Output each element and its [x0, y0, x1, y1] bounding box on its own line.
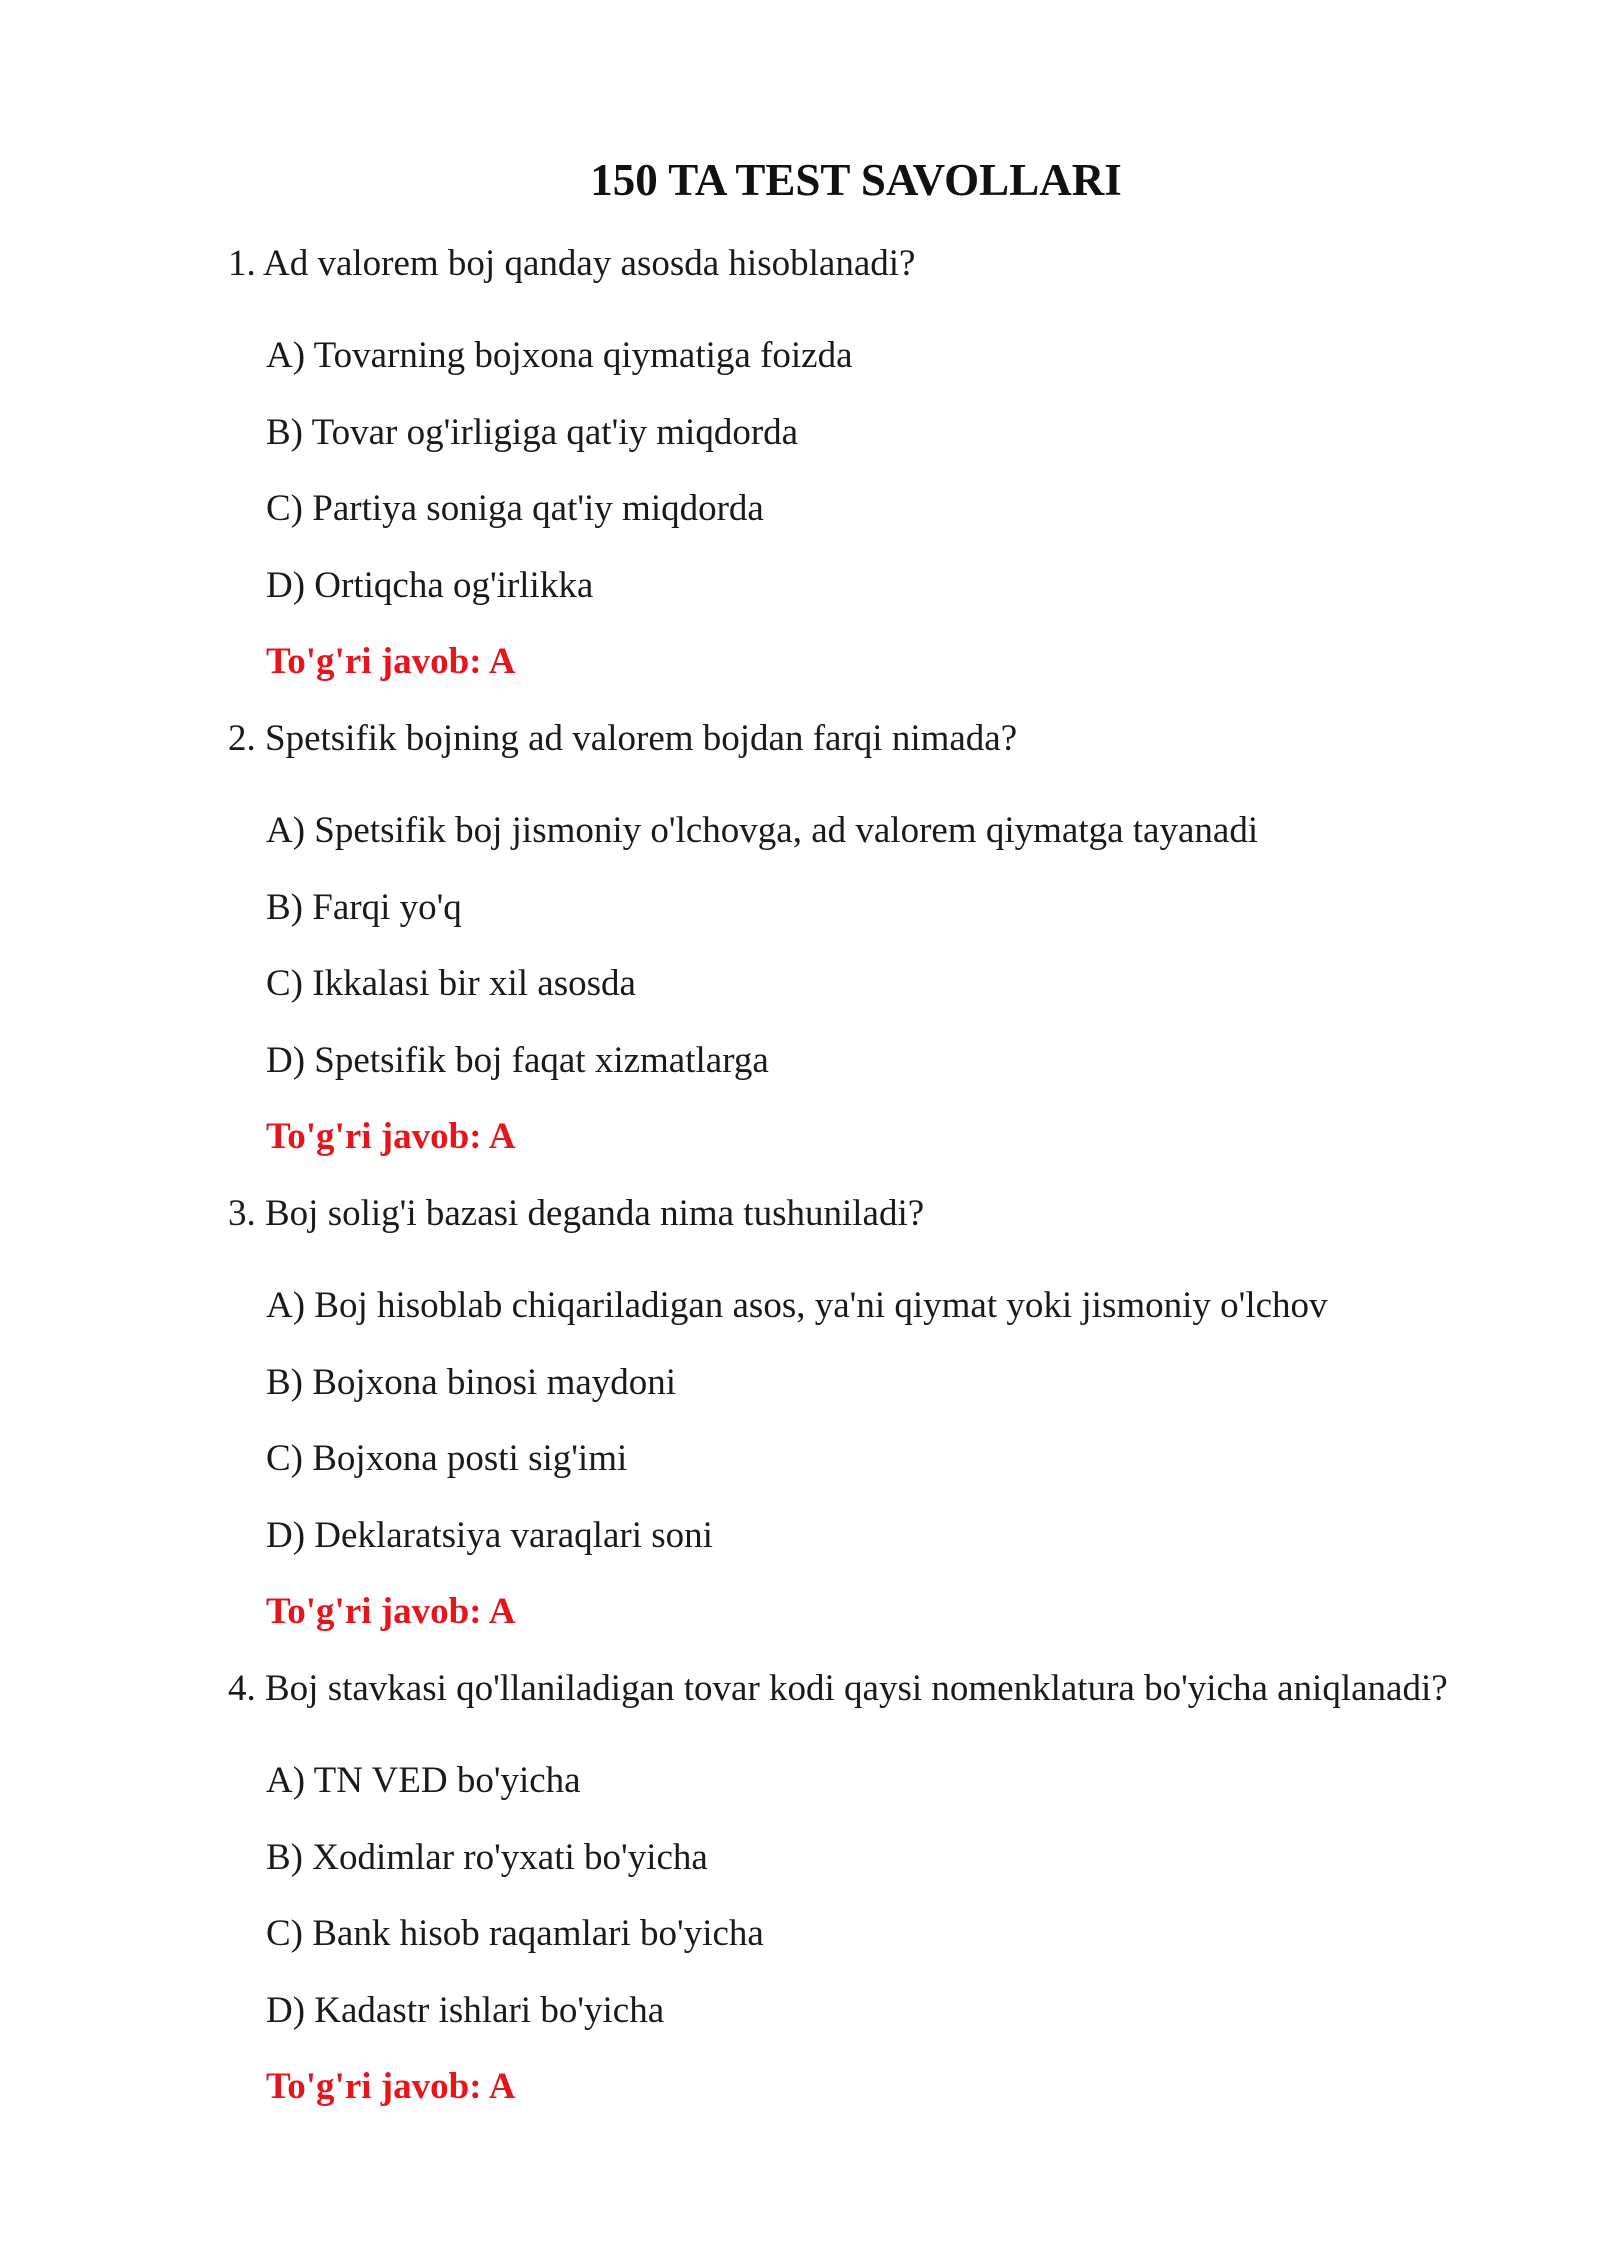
option-d: D) Ortiqcha og'irlikka	[266, 564, 594, 606]
question-3	[228, 1189, 1528, 1632]
question-text	[228, 239, 1528, 289]
options-list	[266, 331, 1566, 637]
correct-answer: To'g'ri javob: A	[266, 1591, 516, 1632]
options-list	[266, 1756, 1566, 2062]
question-text	[228, 714, 1528, 764]
question-body: Boj stavkasi qo'llaniladigan tovar kodi qaysi nomenklatura bo'yicha aniqlanadi?	[265, 1668, 1448, 1709]
option-b: B) Bojxona binosi maydoni	[266, 1361, 677, 1403]
option-c: C) Ikkalasi bir xil asosda	[266, 963, 636, 1004]
question-number: 4.	[228, 1668, 256, 1709]
option-b: B) Farqi yo'q	[266, 886, 462, 928]
option-a: A) Boj hisoblab chiqariladigan asos, ya'ni qiymat yoki jismoniy o'lchov	[266, 1285, 1328, 1326]
question-body: Boj solig'i bazasi deganda nima tushuniladi?	[265, 1193, 925, 1234]
question-body: Spetsifik bojning ad valorem bojdan farqi nimada?	[265, 718, 1018, 759]
question-4	[228, 1664, 1528, 2107]
question-number: 3.	[228, 1193, 256, 1234]
document-title: 150 TA TEST SAVOLLARI	[590, 155, 1122, 205]
correct-answer: To'g'ri javob: A	[266, 2066, 516, 2107]
option-b: B) Tovar og'irligiga qat'iy miqdorda	[266, 411, 799, 453]
option-d: D) Kadastr ishlari bo'yicha	[266, 1989, 665, 2031]
question-text	[228, 1189, 1528, 1239]
question-text	[228, 1664, 1528, 1714]
question-number: 1.	[228, 243, 256, 284]
question-1	[228, 239, 1528, 682]
options-list	[266, 1281, 1566, 1587]
correct-answer: To'g'ri javob: A	[266, 1116, 516, 1157]
question-body: Ad valorem boj qanday asosda hisoblanadi?	[262, 243, 916, 284]
option-b: B) Xodimlar ro'yxati bo'yicha	[266, 1836, 708, 1878]
option-a: A) Tovarning bojxona qiymatiga foizda	[266, 335, 853, 376]
option-d: D) Spetsifik boj faqat xizmatlarga	[266, 1039, 769, 1081]
option-d: D) Deklaratsiya varaqlari soni	[266, 1514, 713, 1556]
option-a: A) Spetsifik boj jismoniy o'lchovga, ad valorem qiymatga tayanadi	[266, 810, 1259, 851]
option-c: C) Partiya soniga qat'iy miqdorda	[266, 488, 764, 529]
option-c: C) Bojxona posti sig'imi	[266, 1438, 628, 1479]
question-2	[228, 714, 1528, 1157]
question-number: 2.	[228, 718, 256, 759]
options-list	[266, 806, 1566, 1112]
correct-answer: To'g'ri javob: A	[266, 641, 516, 682]
option-c: C) Bank hisob raqamlari bo'yicha	[266, 1913, 764, 1954]
option-a: A) TN VED bo'yicha	[266, 1760, 581, 1801]
